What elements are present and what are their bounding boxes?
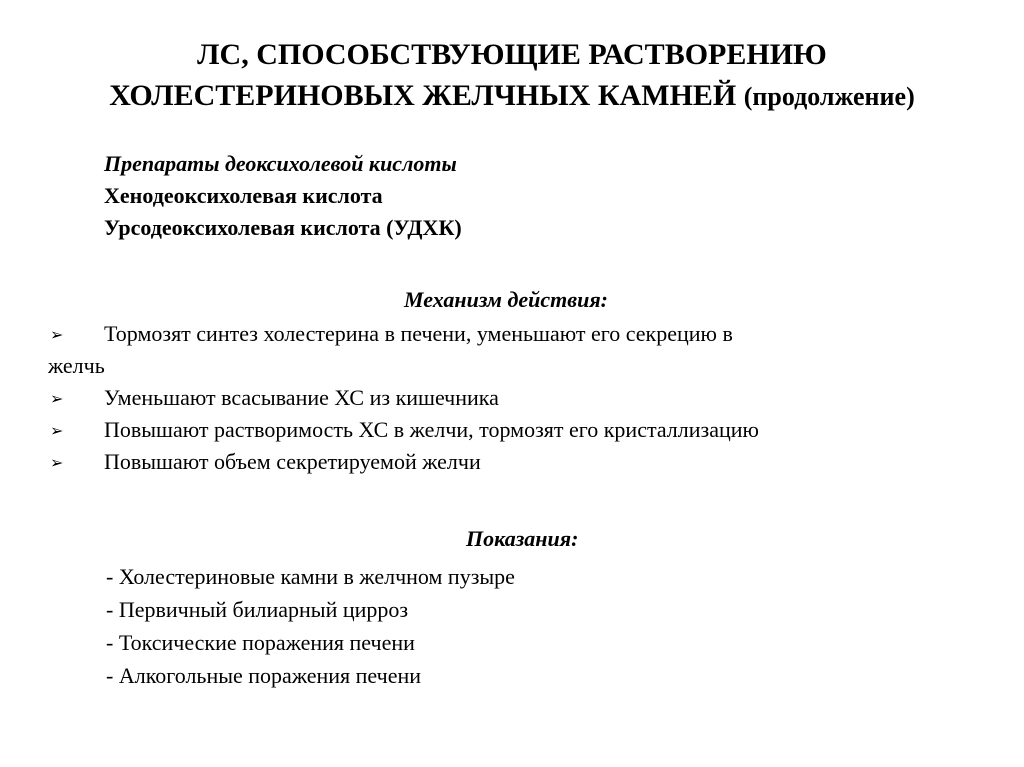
mechanism-list (48, 318, 988, 478)
drug-item: Хенодеоксихолевая кислота (104, 183, 383, 208)
indications-list (106, 560, 515, 692)
arrowhead-bullet-icon: ➢ (50, 325, 64, 344)
list-item: - Токсические поражения печени (106, 630, 415, 655)
list-item (48, 382, 988, 414)
arrowhead-bullet-icon: ➢ (50, 421, 64, 440)
list-item-text: Уменьшают всасывание ХС из кишечника (104, 385, 499, 410)
arrowhead-bullet-icon: ➢ (50, 389, 64, 408)
list-item-text: Повышают растворимость ХС в желчи, тормозят его кристаллизацию (104, 417, 759, 442)
list-item (48, 318, 988, 382)
title-line-1: ЛС, СПОСОБСТВУЮЩИЕ РАСТВОРЕНИЮ (197, 38, 827, 71)
arrowhead-bullet-icon: ➢ (50, 453, 64, 472)
slide-title (0, 34, 1024, 117)
list-item-text: Тормозят синтез холестерина в печени, уменьшают его секрецию в (104, 321, 733, 346)
drug-group-heading: Препараты деоксихолевой кислоты (104, 151, 457, 176)
list-item: - Холестериновые камни в желчном пузыре (106, 564, 515, 589)
indications-heading: Показания: (466, 526, 579, 551)
mechanism-heading: Механизм действия: (404, 287, 609, 312)
title-line-2 (0, 75, 1024, 117)
list-item: - Алкогольные поражения печени (106, 663, 422, 688)
title-suffix: (продолжение) (743, 82, 915, 111)
drug-list (104, 148, 462, 244)
title-line-2-main: ХОЛЕСТЕРИНОВЫХ ЖЕЛЧНЫХ КАМНЕЙ (109, 79, 737, 112)
list-item: - Первичный билиарный цирроз (106, 597, 409, 622)
drug-item: Урсодеоксихолевая кислота (УДХК) (104, 215, 462, 240)
list-item (48, 446, 988, 478)
list-item-text: Повышают объем секретируемой желчи (104, 449, 481, 474)
list-item (48, 414, 988, 446)
list-item-text-continued: желчь (48, 353, 105, 378)
